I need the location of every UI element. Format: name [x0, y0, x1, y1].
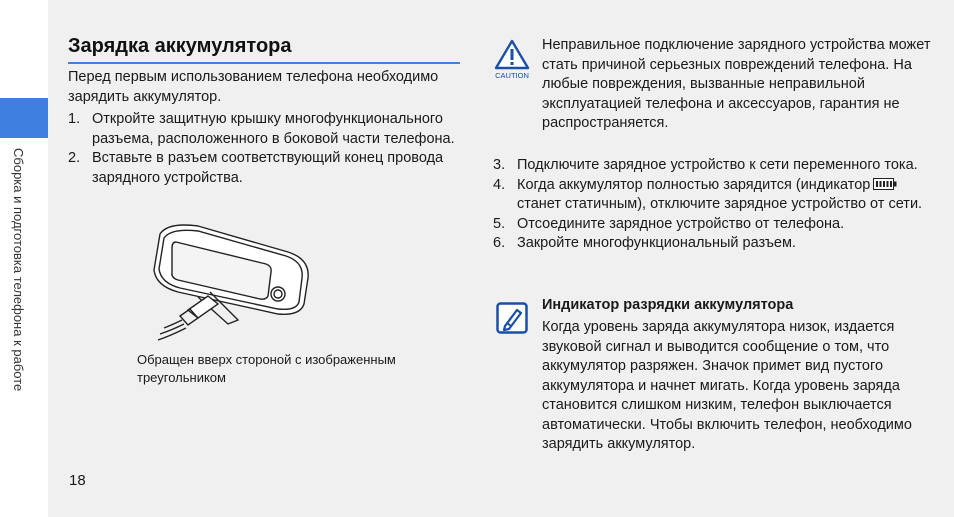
step-text: Подключите зарядное устройство к сети переменного тока.	[517, 157, 918, 173]
step-number: 6.	[493, 235, 506, 251]
list-item	[493, 176, 933, 215]
list-item	[68, 110, 463, 149]
title-underline	[68, 62, 460, 64]
list-item	[493, 156, 933, 176]
caution-icon-label: CAUTION	[495, 71, 529, 80]
steps-list-right	[493, 156, 933, 254]
list-item	[68, 149, 463, 188]
steps-list-left	[68, 110, 463, 188]
caution-icon	[493, 38, 531, 80]
step-number: 3.	[493, 157, 506, 173]
step-text: Вставьте в разъем соответствующий конец провода зарядного устройства.	[92, 150, 444, 186]
intro-paragraph: Перед первым использованием телефона необходимо зарядить аккумулятор.	[68, 69, 439, 105]
note-body: Когда уровень заряда аккумулятора низок, издается звуковой сигнал и выводится сообщение о том, что аккумулятор разряжен. Значок примет вид пустого аккумулятора и начнет мигать. Когда уровень заряда становится слишком низким, телефон выключается автоматически. Чтобы включить телефон, необходимо зарядить аккумулятор.	[542, 319, 912, 452]
section-tab-marker	[0, 98, 48, 138]
battery-full-icon	[873, 177, 897, 191]
page-title: Зарядка аккумулятора	[68, 35, 292, 57]
note-title: Индикатор разрядки аккумулятора	[542, 297, 794, 313]
step-text: Откройте защитную крышку многофункционального разъема, расположенного в боковой части телефона.	[92, 111, 455, 147]
step-text	[517, 176, 933, 215]
step-text: Отсоедините зарядное устройство от телефона.	[517, 215, 845, 232]
caution-text: Неправильное подключение зарядного устройства может стать причиной серьезных повреждений телефона. На любые повреждения, вызванные неправильной эксплуатацией телефона и аксессуаров, гарантия не распространяется.	[542, 37, 931, 131]
step-number: 4.	[493, 176, 506, 193]
list-item	[493, 215, 933, 235]
illustration-caption: Обращен вверх стороной с изображенным треугольником	[137, 352, 396, 385]
phone-charging-illustration	[138, 212, 323, 347]
step-text-before-icon: Когда аккумулятор полностью зарядится (индикатор	[517, 176, 871, 193]
step-number: 5.	[493, 215, 506, 232]
step-number: 1.	[68, 111, 81, 127]
step-number: 2.	[68, 150, 81, 166]
section-side-label: Сборка и подготовка телефона к работе	[11, 148, 26, 392]
note-pencil-icon	[496, 302, 528, 334]
list-item	[493, 234, 933, 254]
step-text-after-icon: станет статичным), отключите зарядное устройство от сети.	[517, 196, 923, 212]
page-number: 18	[69, 472, 86, 489]
step-text: Закройте многофункциональный разъем.	[517, 235, 796, 251]
